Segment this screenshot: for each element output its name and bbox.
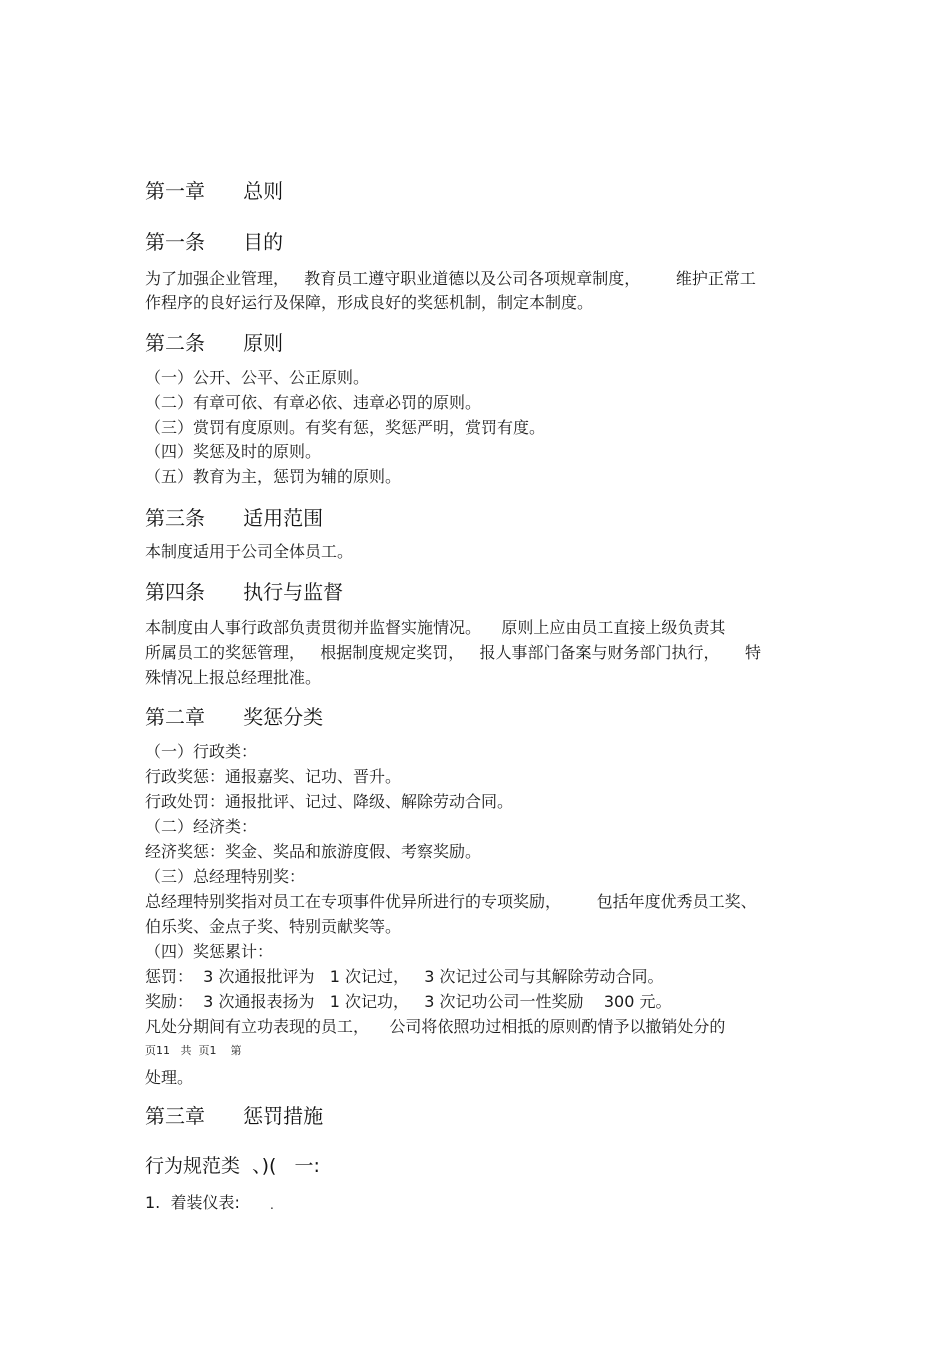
article-2-item: （二）有章可依、有章必依、违章必罚的原则。 [145, 393, 482, 412]
chapter-2-line: 总经理特别奖指对员工在专项事件优异所进行的专项奖励， 包括年度优秀员工奖、 [145, 892, 757, 911]
chapter-2-line: （三）总经理特别奖： [145, 867, 306, 886]
chapter-2-line: 凡处分期间有立功表现的员工， 公司将依照功过相抵的原则酌情予以撤销处分的 [145, 1017, 726, 1036]
article-1-title: 第一条 目的 [145, 230, 284, 254]
chapter-2-line: （一）行政类： [145, 742, 258, 761]
section-title: 行为规范类 、)( 一: [145, 1155, 320, 1177]
page-footer: 页11 共 页1 第 [145, 1044, 242, 1057]
article-1-paragraph-line-2: 作程序的良好运行及保障，形成良好的奖惩机制，制定本制度。 [145, 293, 594, 312]
article-2-item: （三）赏罚有度原则。有奖有惩，奖惩严明，赏罚有度。 [145, 418, 546, 437]
article-2-title: 第二条 原则 [145, 331, 284, 355]
chapter-3-title: 第三章 惩罚措施 [145, 1104, 324, 1128]
chapter-2-line: 经济奖惩：奖金、奖品和旅游度假、考察奖励。 [145, 842, 482, 861]
chapter-2-line: 伯乐奖、金点子奖、特别贡献奖等。 [145, 917, 402, 936]
article-1-paragraph-line-1: 为了加强企业管理， 教育员工遵守职业道德以及公司各项规章制度， 维护正常工 [145, 269, 756, 288]
article-3-paragraph: 本制度适用于公司全体员工。 [145, 542, 354, 561]
chapter-2-end: 处理。 [145, 1068, 194, 1087]
chapter-2-line: 惩罚： 3 次通报批评为 1 次记过， 3 次记过公司与其解除劳动合同。 [145, 967, 664, 986]
article-3-title: 第三条 适用范围 [145, 506, 324, 530]
chapter-2-line: 行政奖惩：通报嘉奖、记功、晋升。 [145, 767, 402, 786]
chapter-2-line: 行政处罚：通报批评、记过、降级、解除劳动合同。 [145, 792, 514, 811]
chapter-2-line: （二）经济类： [145, 817, 258, 836]
article-4-paragraph-line-2: 所属员工的奖惩管理， 根据制度规定奖罚， 报人事部门备案与财务部门执行， 特 [145, 643, 761, 662]
article-2-item: （一）公开、公平、公正原则。 [145, 368, 370, 387]
chapter-2-title: 第二章 奖惩分类 [145, 705, 324, 729]
article-2-item: （五）教育为主，惩罚为辅的原则。 [145, 467, 402, 486]
article-4-paragraph-line-3: 殊情况上报总经理批准。 [145, 668, 322, 687]
article-4-paragraph-line-1: 本制度由人事行政部负责贯彻并监督实施情况。 原则上应由员工直接上级负责其 [145, 618, 726, 637]
item-1-dot: . [270, 1198, 274, 1212]
chapter-2-line: （四）奖惩累计： [145, 942, 274, 961]
article-4-title: 第四条 执行与监督 [145, 580, 344, 604]
chapter-1-title: 第一章 总则 [145, 179, 284, 203]
chapter-2-line: 奖励： 3 次通报表扬为 1 次记功， 3 次记功公司一性奖励 300 元。 [145, 992, 672, 1011]
article-2-item: （四）奖惩及时的原则。 [145, 442, 322, 461]
item-1-heading: 1. 着装仪表: [145, 1193, 240, 1212]
